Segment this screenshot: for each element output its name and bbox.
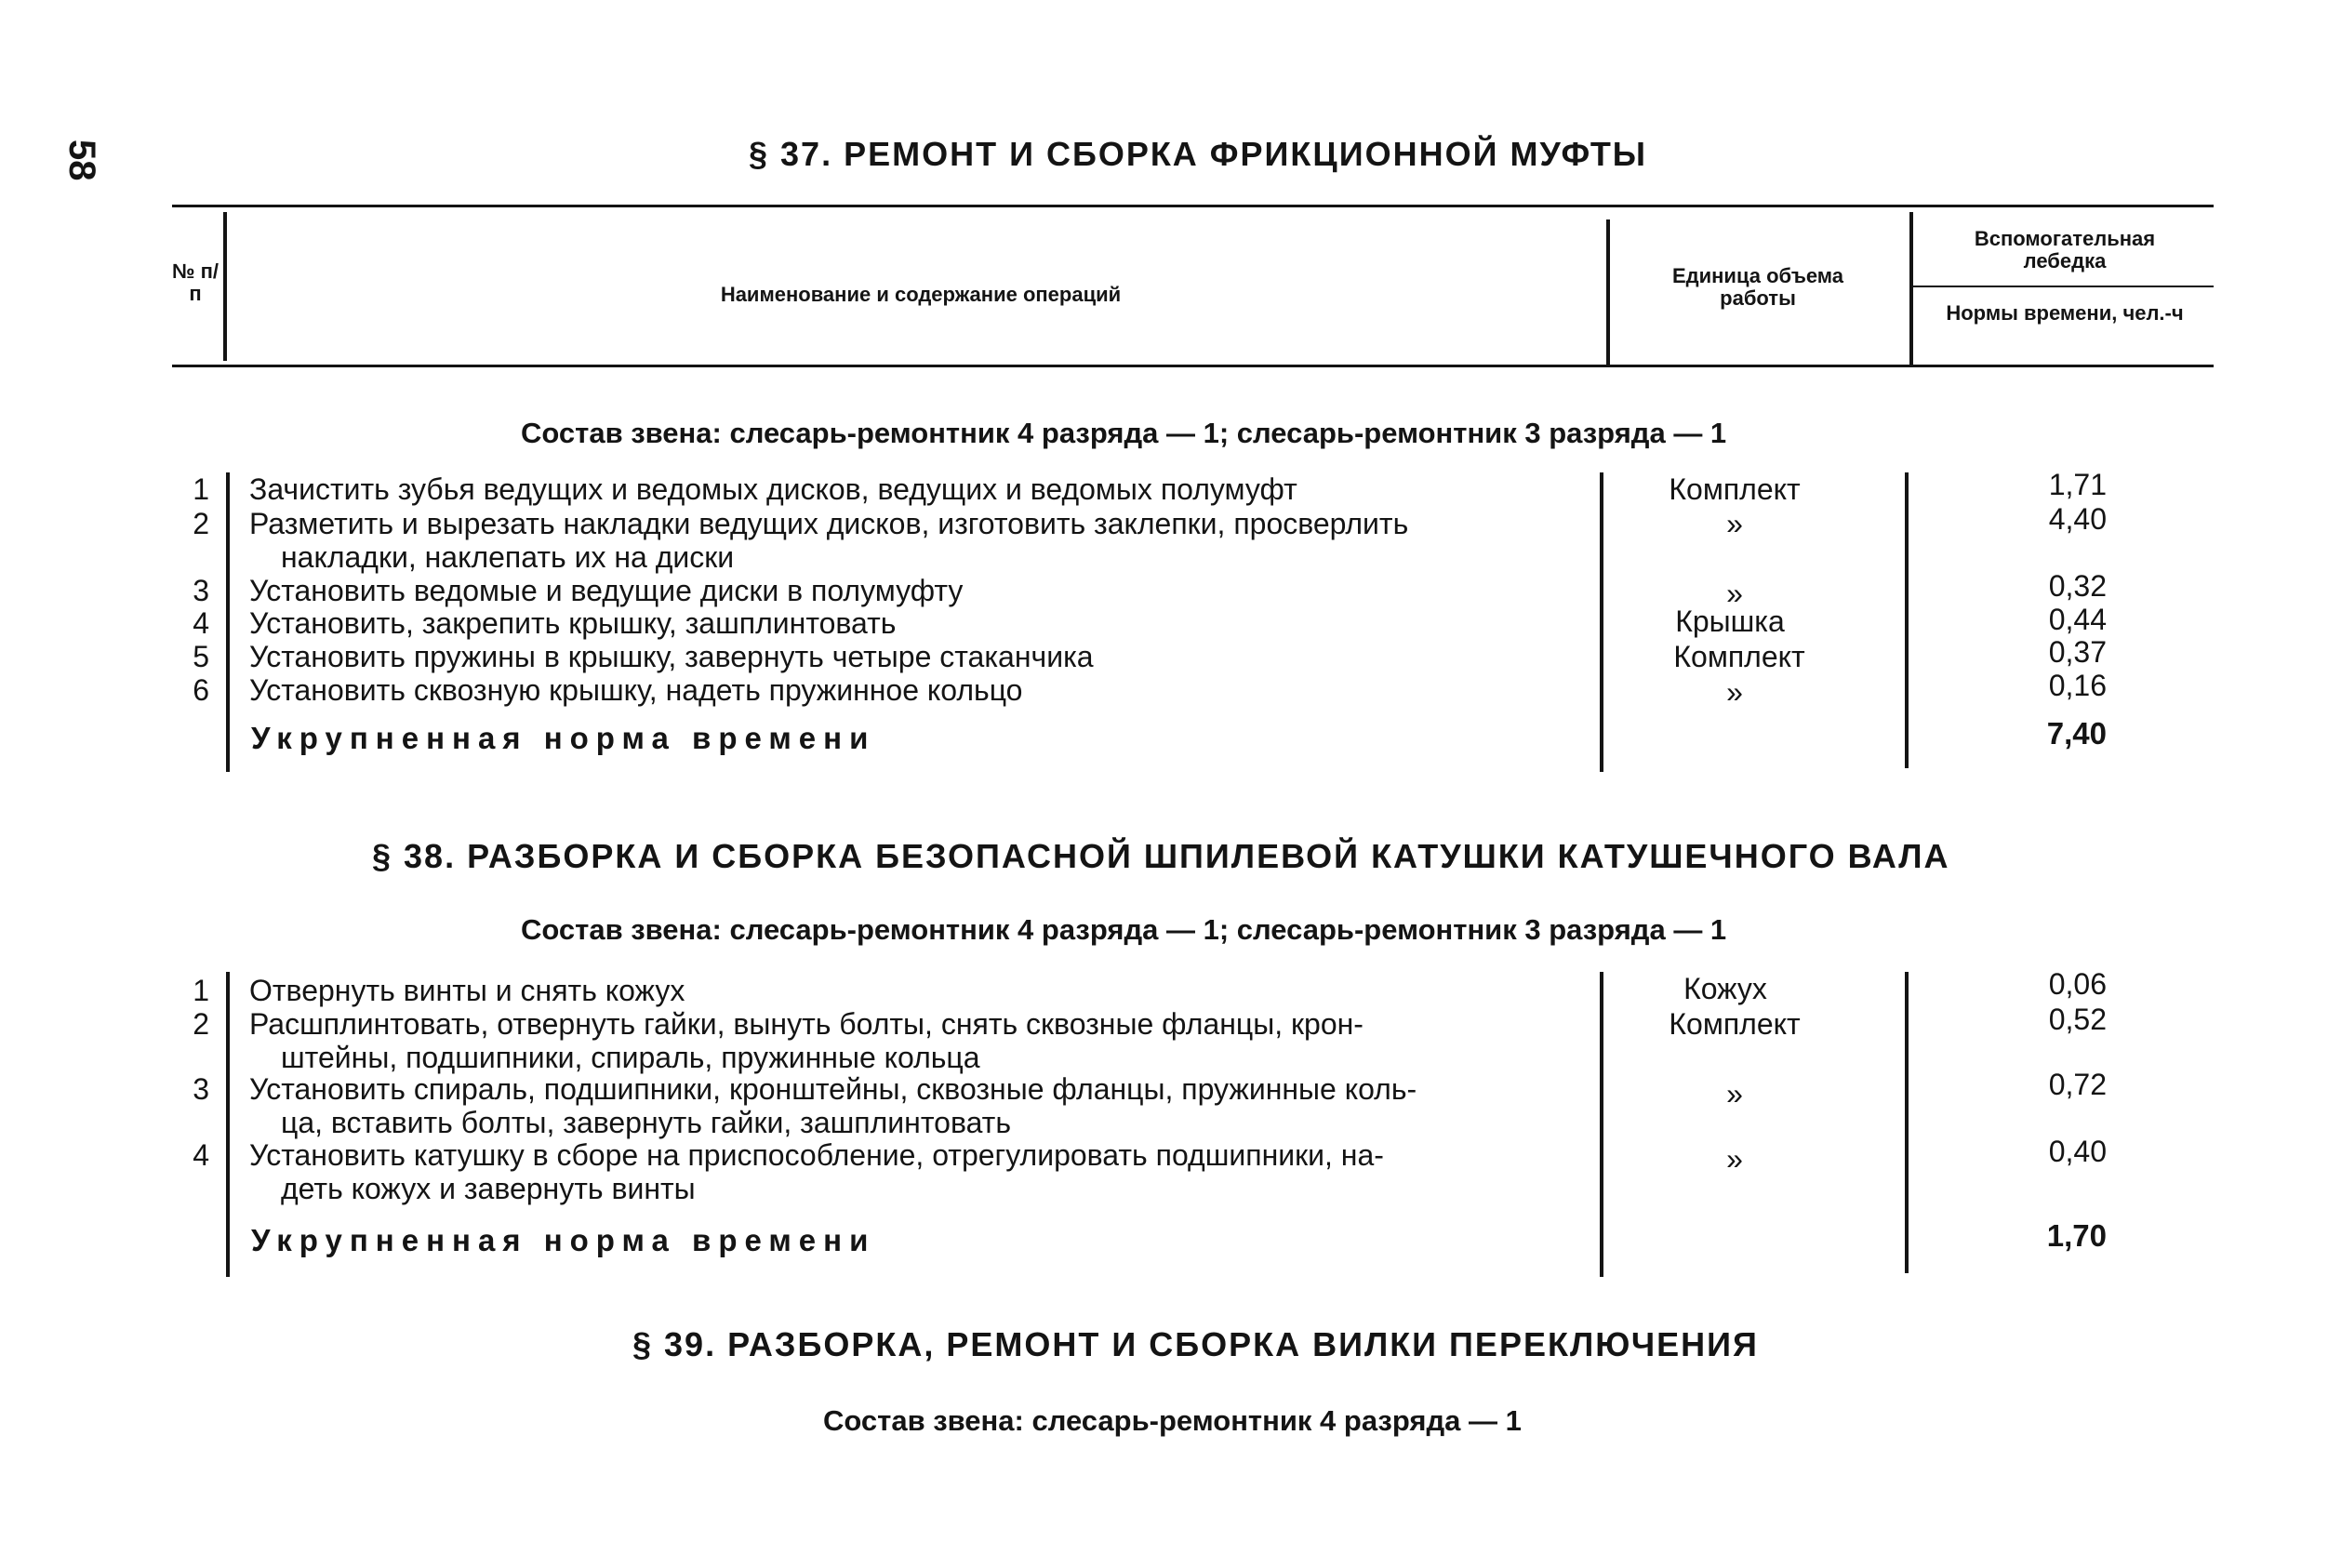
- header-unit: Единица объема работы: [1671, 264, 1844, 310]
- page-number: 58: [61, 140, 102, 181]
- row-operation: [249, 673, 1607, 707]
- row-unit: Крышка: [1675, 605, 1785, 638]
- row-operation: [249, 1007, 1607, 1074]
- section-38-total-label: Укрупненная норма времени: [251, 1223, 876, 1257]
- s38-divider-3: [1905, 972, 1909, 1273]
- row-number: 5: [193, 640, 209, 673]
- row-operation: [249, 472, 1607, 506]
- s37-divider-3: [1905, 472, 1909, 768]
- row-operation: [249, 606, 1607, 640]
- row-operation-line: Разметить и вырезать накладки ведущих дисков, изготовить заклепки, просверлить: [249, 507, 1409, 540]
- header-name: Наименование и содержание операций: [720, 283, 1122, 306]
- row-number: 3: [193, 574, 209, 607]
- row-unit: »: [1726, 1077, 1743, 1110]
- row-norm: 0,32: [2048, 569, 2107, 603]
- row-norm: 0,16: [2048, 669, 2107, 702]
- section-38-total-value: 1,70: [2046, 1218, 2107, 1253]
- row-operation-continuation: ца, вставить болты, завернуть гайки, зашплинтовать: [281, 1106, 1011, 1139]
- section-37-total-value: 7,40: [2046, 716, 2107, 751]
- section-37-total-label: Укрупненная норма времени: [251, 721, 876, 755]
- header-divider-3: [1909, 212, 1913, 365]
- header-norm: Нормы времени, чел.-ч: [1946, 301, 2184, 325]
- row-operation-line: Установить сквозную крышку, надеть пружинное кольцо: [249, 673, 1023, 707]
- row-unit: »: [1726, 675, 1743, 709]
- row-number: 6: [193, 673, 209, 707]
- row-operation-continuation: накладки, наклепать их на диски: [281, 540, 735, 574]
- row-unit: »: [1726, 577, 1743, 610]
- row-operation-line: Установить катушку в сборе на приспособление, отрегулировать подшипники, на-: [249, 1138, 1384, 1172]
- section-38-title: § 38. РАЗБОРКА И СБОРКА БЕЗОПАСНОЙ ШПИЛЕВОЙ КАТУШКИ КАТУШЕЧНОГО ВАЛА: [372, 837, 1950, 875]
- row-norm: 0,72: [2048, 1068, 2107, 1101]
- row-unit: Комплект: [1669, 1007, 1801, 1041]
- row-operation-continuation: деть кожух и завернуть винты: [281, 1172, 696, 1205]
- row-operation-line: Зачистить зубья ведущих и ведомых дисков, ведущих и ведомых полумуфт: [249, 472, 1297, 506]
- row-operation: [249, 574, 1607, 607]
- row-operation-line: Расшплинтовать, отвернуть гайки, вынуть болты, снять сквозные фланцы, крон-: [249, 1007, 1364, 1041]
- row-norm: 0,52: [2048, 1003, 2107, 1036]
- header-top-rule: [172, 205, 2214, 207]
- s38-divider-1: [226, 972, 230, 1277]
- row-operation: [249, 974, 1607, 1007]
- section-39-title: § 39. РАЗБОРКА, РЕМОНТ И СБОРКА ВИЛКИ ПЕРЕКЛЮЧЕНИЯ: [632, 1325, 1759, 1363]
- row-operation-line: Установить спираль, подшипники, кронштейны, сквозные фланцы, пружинные коль-: [249, 1072, 1417, 1106]
- row-operation-continuation: штейны, подшипники, спираль, пружинные кольца: [281, 1041, 980, 1074]
- row-unit: »: [1726, 1142, 1743, 1176]
- header-divider-2: [1606, 219, 1610, 365]
- s37-divider-1: [226, 472, 230, 772]
- row-operation-line: Установить ведомые и ведущие диски в полумуфту: [249, 574, 964, 607]
- section-37-crew: Состав звена: слесарь-ремонтник 4 разряда — 1; слесарь-ремонтник 3 разряда — 1: [521, 417, 1727, 449]
- row-operation: [249, 1138, 1607, 1205]
- row-number: 1: [193, 472, 209, 506]
- row-operation: [249, 640, 1607, 673]
- row-norm: 0,37: [2048, 635, 2107, 669]
- row-unit: »: [1726, 507, 1743, 540]
- row-unit: Комплект: [1673, 640, 1805, 673]
- row-number: 2: [193, 507, 209, 540]
- row-unit: Комплект: [1669, 472, 1801, 506]
- row-operation: [249, 1072, 1607, 1139]
- row-norm: 0,44: [2048, 603, 2107, 636]
- row-operation: [249, 507, 1607, 574]
- section-37-title: § 37. РЕМОНТ И СБОРКА ФРИКЦИОННОЙ МУФТЫ: [749, 135, 1648, 173]
- row-unit: Кожух: [1683, 972, 1767, 1005]
- row-number: 2: [193, 1007, 209, 1041]
- row-norm: 0,40: [2048, 1135, 2107, 1168]
- row-number: 4: [193, 606, 209, 640]
- row-operation-line: Установить пружины в крышку, завернуть четыре стаканчика: [249, 640, 1094, 673]
- row-norm: 1,71: [2048, 468, 2107, 501]
- row-number: 4: [193, 1138, 209, 1172]
- section-39-crew: Состав звена: слесарь-ремонтник 4 разряда — 1: [823, 1404, 1522, 1437]
- header-divider-1: [223, 212, 227, 361]
- row-number: 1: [193, 974, 209, 1007]
- header-num: № п/п: [171, 259, 219, 305]
- row-number: 3: [193, 1072, 209, 1106]
- header-group-rule: [1913, 286, 2214, 287]
- header-group: Вспомогательная лебедка: [1974, 227, 2156, 272]
- row-norm: 0,06: [2048, 967, 2107, 1001]
- row-norm: 4,40: [2048, 502, 2107, 536]
- row-operation-line: Установить, закрепить крышку, зашплинтовать: [249, 606, 897, 640]
- row-operation-line: Отвернуть винты и снять кожух: [249, 974, 685, 1007]
- header-bottom-rule: [172, 365, 2214, 367]
- section-38-crew: Состав звена: слесарь-ремонтник 4 разряда — 1; слесарь-ремонтник 3 разряда — 1: [521, 913, 1727, 946]
